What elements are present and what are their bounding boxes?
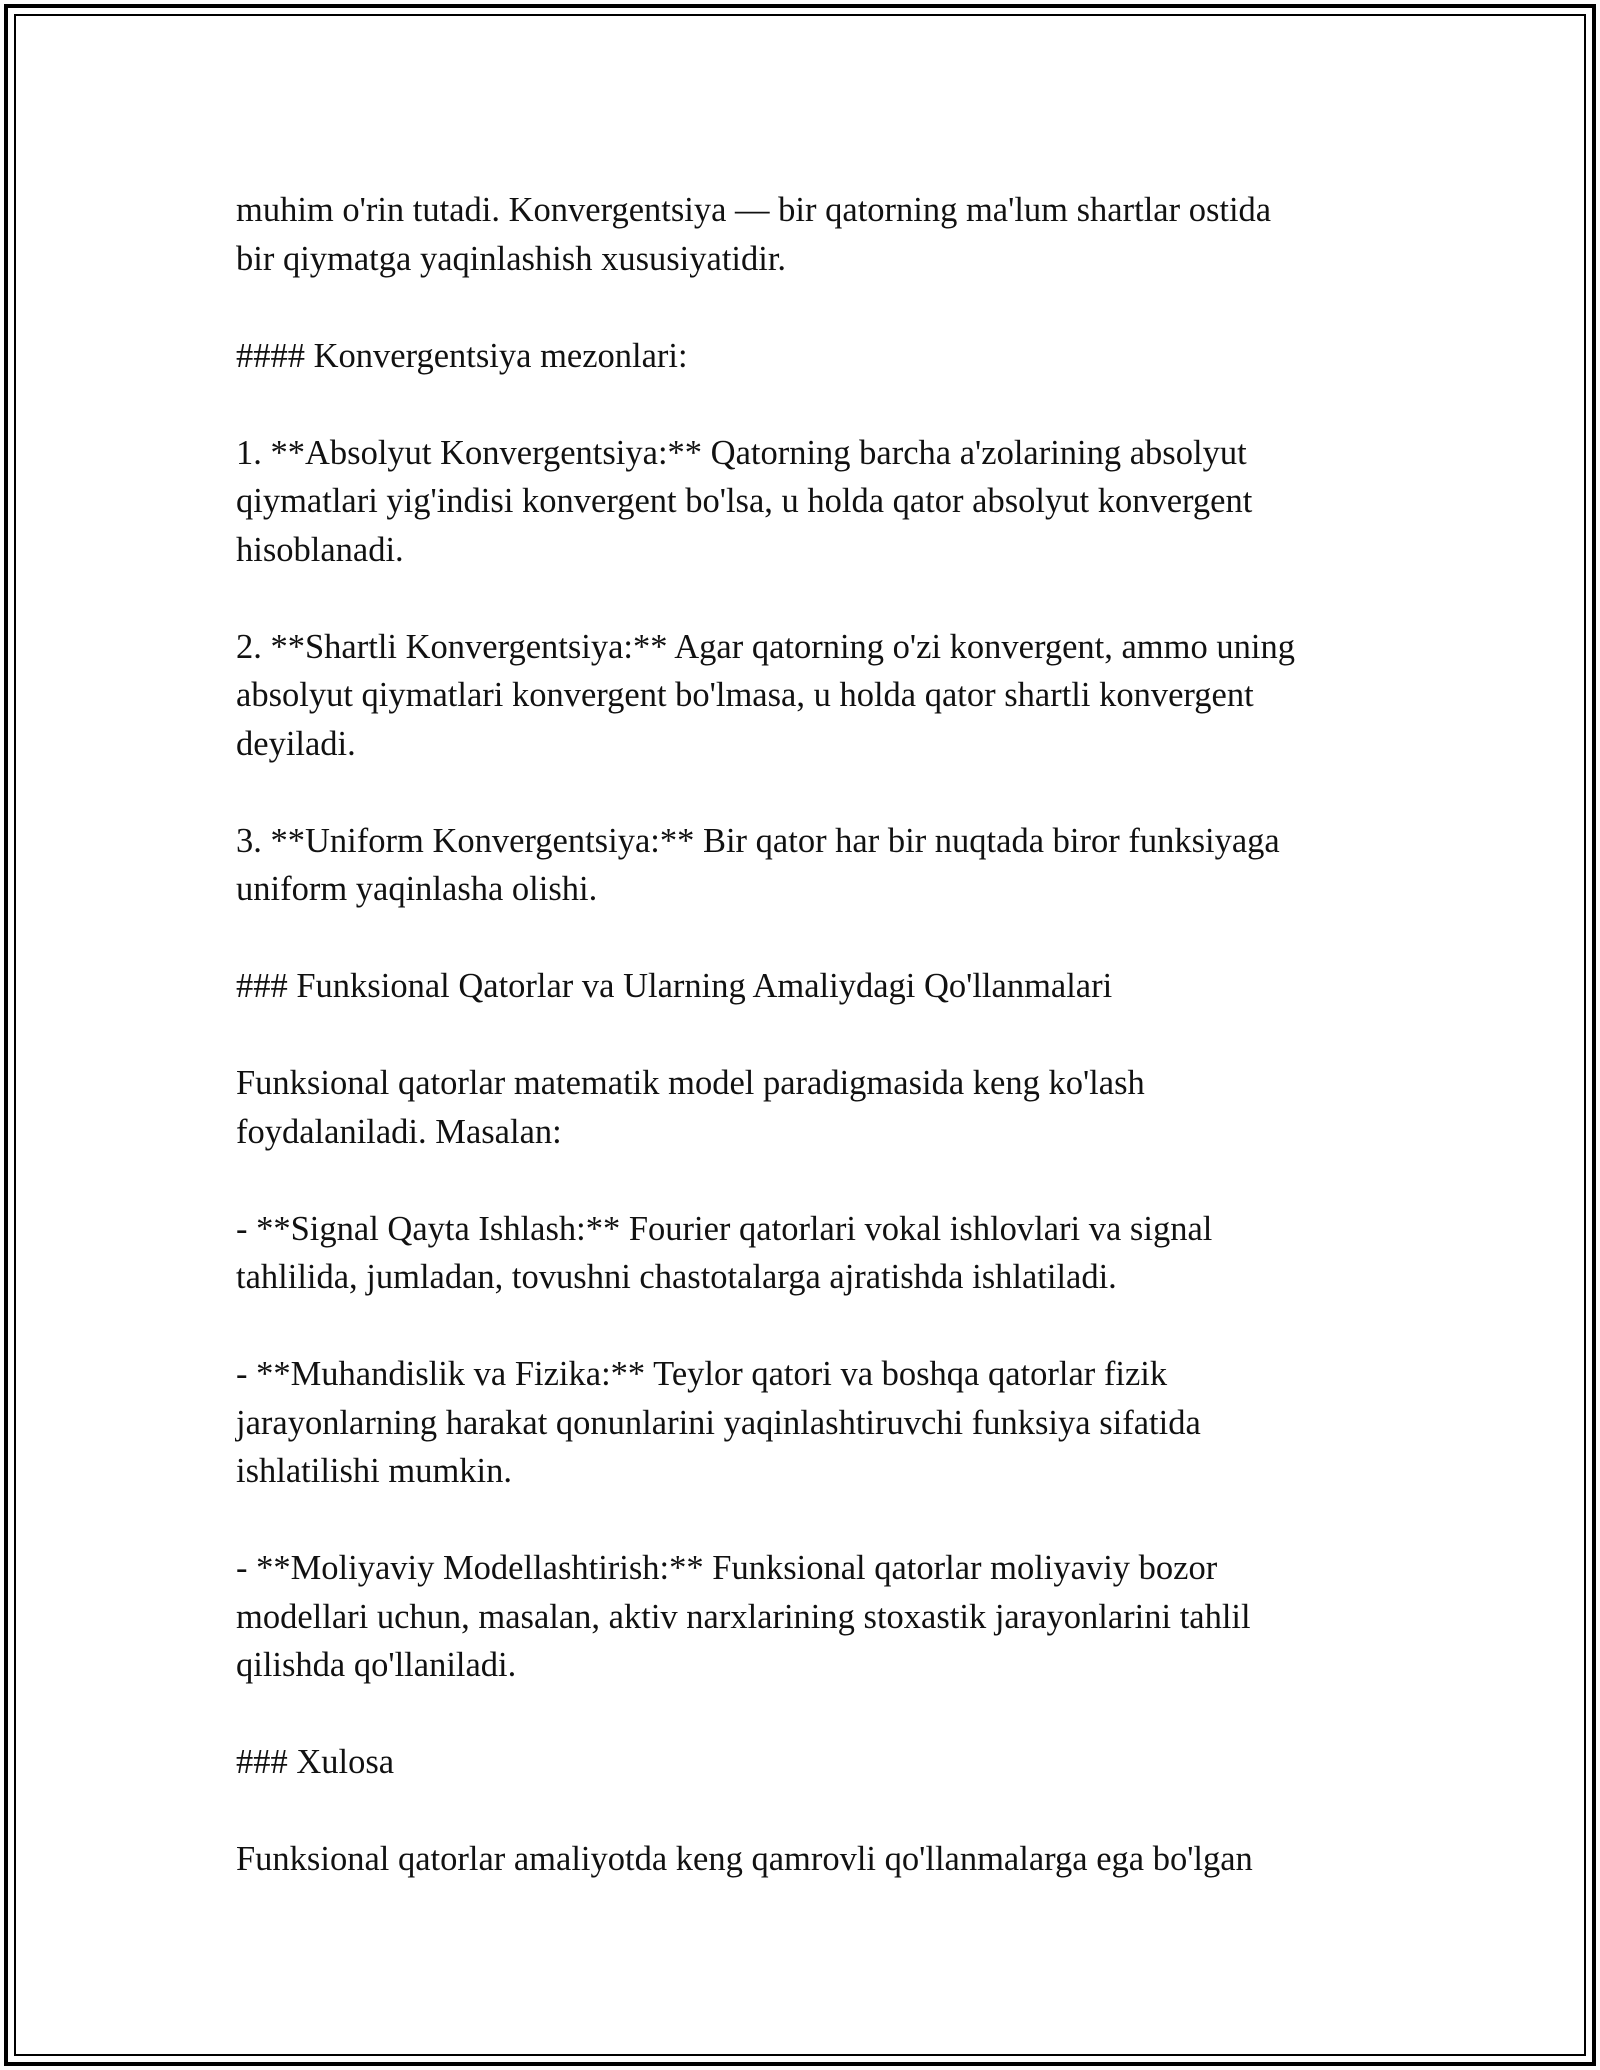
conclusion-paragraph: Funksional qatorlar amaliyotda keng qamrovli qo'llanmalarga ega bo'lgan bbox=[236, 1840, 1253, 1878]
bullet-signal-processing: - **Signal Qayta Ishlash:** Fourier qatorlari vokal ishlovlari va signal tahlilida, jumladan, tovushni chastotalarga ajratishda ishlatiladi. bbox=[236, 1209, 1213, 1296]
heading-functional-series-applications: ### Funksional Qatorlar va Ularning Amaliydagi Qo'llanmalari bbox=[236, 967, 1113, 1005]
list-item-absolute-convergence: 1. **Absolyut Konvergentsiya:** Qatorning barcha a'zolarining absolyut qiymatlari yig'indisi konvergent bo'lsa, u holda qator absolyut konvergent hisoblanadi. bbox=[236, 433, 1253, 569]
list-item-conditional-convergence: 2. **Shartli Konvergentsiya:** Agar qatorning o'zi konvergent, ammo uning absolyut qiymatlari konvergent bo'lmasa, u holda qator shartli konvergent deyiladi. bbox=[236, 627, 1295, 763]
bullet-financial-modeling: - **Moliyaviy Modellashtirish:** Funksional qatorlar moliyaviy bozor modellari uchun, masalan, aktiv narxlarining stoxastik jarayonlarini tahlil qilishda qo'llaniladi. bbox=[236, 1549, 1251, 1684]
bullet-engineering-physics: - **Muhandislik va Fizika:** Teylor qatori va boshqa qatorlar fizik jarayonlarning harakat qonunlarini yaqinlashtiruvchi funksiya sifatida ishlatilishi mumkin. bbox=[236, 1355, 1201, 1490]
applications-intro-paragraph: Funksional qatorlar matematik model paradigmasida keng ko'lash foydalaniladi. Masalan: bbox=[236, 1064, 1145, 1151]
heading-conclusion: ### Xulosa bbox=[236, 1743, 395, 1781]
document-body bbox=[236, 186, 1396, 1884]
list-item-uniform-convergence: 3. **Uniform Konvergentsiya:** Bir qator har bir nuqtada biror funksiyaga uniform yaqinlasha olishi. bbox=[236, 821, 1280, 908]
heading-convergence-criteria: #### Konvergentsiya mezonlari: bbox=[236, 336, 688, 375]
intro-paragraph: muhim o'rin tutadi. Konvergentsiya — bir qatorning ma'lum shartlar ostida bir qiymatga yaqinlashish xususiyatidir. bbox=[236, 191, 1272, 278]
